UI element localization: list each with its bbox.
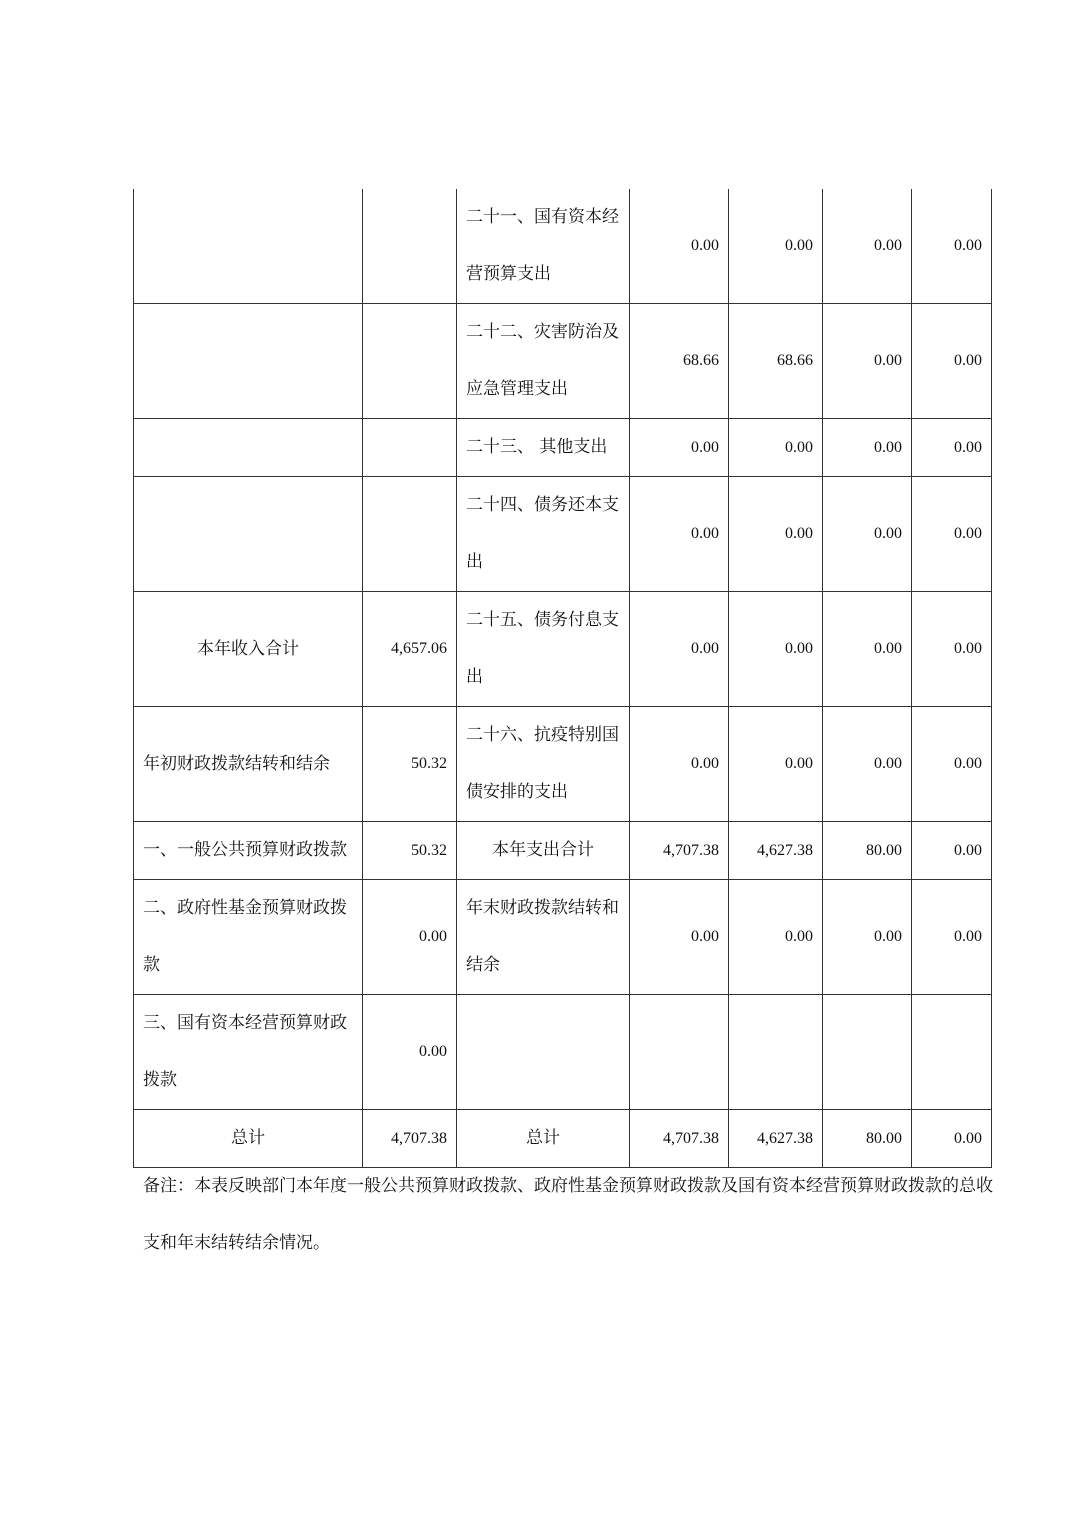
income-item-cell xyxy=(134,189,363,304)
income-amount-cell xyxy=(363,419,457,477)
table-row xyxy=(134,592,992,707)
income-total-label-cell: 总计 xyxy=(134,1110,363,1168)
expense-total-cell: 0.00 xyxy=(630,592,729,707)
income-amount-cell: 4,657.06 xyxy=(363,592,457,707)
expense-item-cell: 二十四、债务还本支出 xyxy=(457,477,630,592)
income-amount-cell: 50.32 xyxy=(363,707,457,822)
gov-fund-cell: 0.00 xyxy=(823,707,912,822)
income-item-cell xyxy=(134,304,363,419)
income-item-cell: 三、国有资本经营预算财政拨款 xyxy=(134,995,363,1110)
income-amount-cell xyxy=(363,189,457,304)
income-amount-cell: 4,707.38 xyxy=(363,1110,457,1168)
income-item-cell: 本年收入合计 xyxy=(134,592,363,707)
expense-item-cell: 二十一、国有资本经营预算支出 xyxy=(457,189,630,304)
table-row xyxy=(134,477,992,592)
income-amount-cell: 0.00 xyxy=(363,880,457,995)
general-budget-cell: 0.00 xyxy=(729,880,823,995)
general-budget-cell: 0.00 xyxy=(729,477,823,592)
income-item-cell: 一、一般公共预算财政拨款 xyxy=(134,822,363,880)
income-amount-cell: 50.32 xyxy=(363,822,457,880)
gov-fund-cell: 80.00 xyxy=(823,822,912,880)
expense-total-cell: 4,707.38 xyxy=(630,1110,729,1168)
gov-fund-cell: 0.00 xyxy=(823,304,912,419)
expense-item-cell: 年末财政拨款结转和结余 xyxy=(457,880,630,995)
expense-item-cell: 本年支出合计 xyxy=(457,822,630,880)
state-capital-cell: 0.00 xyxy=(912,880,992,995)
state-capital-cell: 0.00 xyxy=(912,477,992,592)
expense-total-cell: 4,707.38 xyxy=(630,822,729,880)
expense-item-cell: 二十三、 其他支出 xyxy=(457,419,630,477)
expense-total-cell: 0.00 xyxy=(630,189,729,304)
table-footnote: 备注：本表反映部门本年度一般公共预算财政拨款、政府性基金预算财政拨款及国有资本经营预算财政拨款的总收支和年末结转结余情况。 xyxy=(143,1176,993,1253)
table-row xyxy=(134,304,992,419)
income-amount-cell: 0.00 xyxy=(363,995,457,1110)
income-item-cell xyxy=(134,419,363,477)
state-capital-cell: 0.00 xyxy=(912,419,992,477)
general-budget-cell: 0.00 xyxy=(729,707,823,822)
expense-total-label-cell: 总计 xyxy=(457,1110,630,1168)
gov-fund-cell: 0.00 xyxy=(823,477,912,592)
gov-fund-cell: 0.00 xyxy=(823,419,912,477)
table-row xyxy=(134,419,992,477)
expense-total-cell: 0.00 xyxy=(630,707,729,822)
state-capital-cell: 0.00 xyxy=(912,1110,992,1168)
table-row xyxy=(134,707,992,822)
gov-fund-cell: 0.00 xyxy=(823,189,912,304)
state-capital-cell: 0.00 xyxy=(912,707,992,822)
expense-item-cell: 二十五、债务付息支出 xyxy=(457,592,630,707)
general-budget-cell: 4,627.38 xyxy=(729,1110,823,1168)
expense-total-cell: 0.00 xyxy=(630,419,729,477)
state-capital-cell: 0.00 xyxy=(912,304,992,419)
income-item-cell xyxy=(134,477,363,592)
state-capital-cell: 0.00 xyxy=(912,592,992,707)
income-item-cell: 二、政府性基金预算财政拨款 xyxy=(134,880,363,995)
fiscal-appropriation-table xyxy=(133,189,992,1168)
state-capital-cell xyxy=(912,995,992,1110)
general-budget-cell: 68.66 xyxy=(729,304,823,419)
income-amount-cell xyxy=(363,477,457,592)
table-row xyxy=(134,822,992,880)
income-item-cell: 年初财政拨款结转和结余 xyxy=(134,707,363,822)
gov-fund-cell: 0.00 xyxy=(823,592,912,707)
general-budget-cell: 0.00 xyxy=(729,592,823,707)
expense-item-cell: 二十二、灾害防治及应急管理支出 xyxy=(457,304,630,419)
expense-total-cell: 0.00 xyxy=(630,880,729,995)
table-row xyxy=(134,880,992,995)
expense-total-cell xyxy=(630,995,729,1110)
general-budget-cell: 0.00 xyxy=(729,419,823,477)
expense-item-cell xyxy=(457,995,630,1110)
expense-total-cell: 68.66 xyxy=(630,304,729,419)
gov-fund-cell: 80.00 xyxy=(823,1110,912,1168)
expense-item-cell: 二十六、抗疫特别国债安排的支出 xyxy=(457,707,630,822)
table-row xyxy=(134,995,992,1110)
general-budget-cell xyxy=(729,995,823,1110)
general-budget-cell: 4,627.38 xyxy=(729,822,823,880)
expense-total-cell: 0.00 xyxy=(630,477,729,592)
state-capital-cell: 0.00 xyxy=(912,189,992,304)
gov-fund-cell: 0.00 xyxy=(823,880,912,995)
income-amount-cell xyxy=(363,304,457,419)
state-capital-cell: 0.00 xyxy=(912,822,992,880)
table-row xyxy=(134,189,992,304)
general-budget-cell: 0.00 xyxy=(729,189,823,304)
gov-fund-cell xyxy=(823,995,912,1110)
